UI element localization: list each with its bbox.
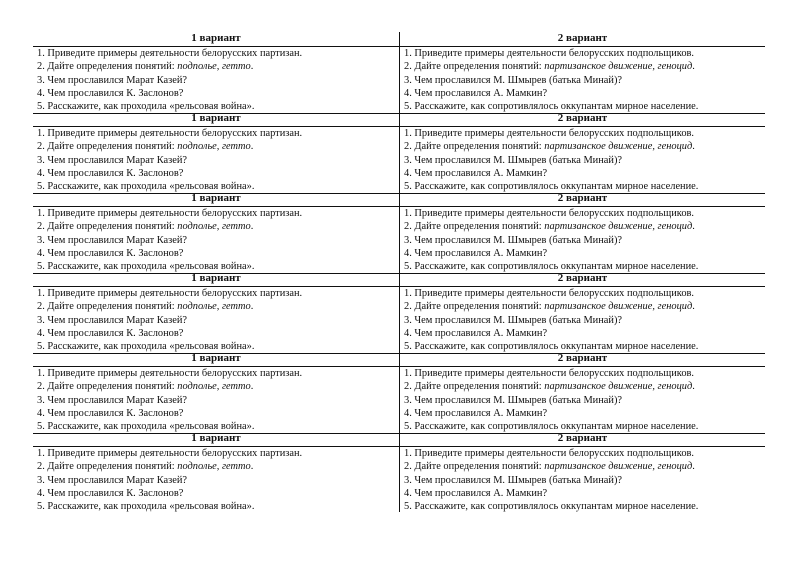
question-4: 4. Чем прославился А. Мамкин? xyxy=(404,407,548,419)
question-2-prefix: 2. Дайте определения понятий: xyxy=(404,221,545,233)
question-2 xyxy=(404,60,762,73)
question-2-prefix: 2. Дайте определения понятий: xyxy=(37,221,178,233)
question-4: 4. Чем прославился К. Заслонов? xyxy=(37,247,184,259)
question-1: 1. Приведите примеры деятельности белорусских партизан. xyxy=(37,128,303,139)
question-1: 1. Приведите примеры деятельности белорусских подпольщиков. xyxy=(404,48,695,59)
question-1: 1. Приведите примеры деятельности белорусских партизан. xyxy=(37,368,303,379)
question-5: 5. Расскажите, как проходила «рельсовая война». xyxy=(37,261,255,273)
column-divider xyxy=(399,192,400,273)
question-1: 1. Приведите примеры деятельности белорусских партизан. xyxy=(37,208,303,219)
question-2-suffix: . xyxy=(250,461,254,473)
question-5: 5. Расскажите, как сопротивлялось оккупантам мирное население. xyxy=(404,101,699,113)
variant-block xyxy=(33,193,765,273)
question-5: 5. Расскажите, как сопротивлялось оккупантам мирное население. xyxy=(404,261,699,273)
question-4: 4. Чем прославился К. Заслонов? xyxy=(37,327,184,339)
variant-2-questions xyxy=(404,47,762,113)
question-3: 3. Чем прославился Марат Казей? xyxy=(37,474,188,486)
question-2 xyxy=(404,220,762,233)
question-2-suffix: . xyxy=(250,61,254,73)
question-1: 1. Приведите примеры деятельности белорусских подпольщиков. xyxy=(404,448,695,459)
variant-2-title: 2 вариант xyxy=(557,32,608,44)
question-1: 1. Приведите примеры деятельности белорусских подпольщиков. xyxy=(404,208,695,219)
question-5: 5. Расскажите, как проходила «рельсовая война». xyxy=(37,181,255,193)
question-2-prefix: 2. Дайте определения понятий: xyxy=(37,141,178,153)
question-2 xyxy=(37,60,395,73)
question-2 xyxy=(37,140,395,153)
variant-1-questions xyxy=(37,207,395,273)
question-2 xyxy=(37,220,395,233)
question-5: 5. Расскажите, как сопротивлялось оккупантам мирное население. xyxy=(404,181,699,193)
variant-2-questions xyxy=(404,207,762,273)
question-2-terms: подполье, гетто xyxy=(177,221,251,233)
question-3: 3. Чем прославился М. Шмырев (батька Минай)? xyxy=(404,394,623,406)
question-2-terms: партизанское движение, геноцид xyxy=(544,381,693,393)
variant-2-questions xyxy=(404,367,762,433)
question-2-terms: партизанское движение, геноцид xyxy=(544,61,693,73)
question-5: 5. Расскажите, как проходила «рельсовая война». xyxy=(37,101,255,113)
question-2-terms: партизанское движение, геноцид xyxy=(544,301,693,313)
variant-1-questions xyxy=(37,47,395,113)
variant-2-questions xyxy=(404,127,762,193)
question-2-prefix: 2. Дайте определения понятий: xyxy=(37,301,178,313)
question-2-suffix: . xyxy=(692,221,695,233)
question-3: 3. Чем прославился М. Шмырев (батька Минай)? xyxy=(404,74,623,86)
question-2-prefix: 2. Дайте определения понятий: xyxy=(404,301,545,313)
question-3: 3. Чем прославился Марат Казей? xyxy=(37,394,188,406)
variant-2-title: 2 вариант xyxy=(557,272,608,284)
column-divider xyxy=(399,272,400,353)
question-2 xyxy=(37,300,395,313)
variant-2-questions xyxy=(404,287,762,353)
question-4: 4. Чем прославился А. Мамкин? xyxy=(404,167,548,179)
question-2-suffix: . xyxy=(692,141,695,153)
variant-1-title: 1 вариант xyxy=(191,112,241,124)
question-3: 3. Чем прославился Марат Казей? xyxy=(37,154,188,166)
question-1: 1. Приведите примеры деятельности белорусских подпольщиков. xyxy=(404,288,695,299)
question-4: 4. Чем прославился А. Мамкин? xyxy=(404,87,548,99)
variant-block xyxy=(33,433,765,513)
variant-1-title: 1 вариант xyxy=(191,272,241,284)
question-2-terms: подполье, гетто xyxy=(177,381,251,393)
question-2-terms: партизанское движение, геноцид xyxy=(544,141,693,153)
question-2-suffix: . xyxy=(250,141,254,153)
question-4: 4. Чем прославился К. Заслонов? xyxy=(37,167,184,179)
question-3: 3. Чем прославился М. Шмырев (батька Минай)? xyxy=(404,314,623,326)
variant-1-title: 1 вариант xyxy=(191,432,241,444)
variant-1-title: 1 вариант xyxy=(191,352,241,364)
variant-1-title: 1 вариант xyxy=(191,192,241,204)
question-2-suffix: . xyxy=(692,61,695,73)
variant-1-questions xyxy=(37,127,395,193)
question-2-suffix: . xyxy=(250,301,254,313)
question-2-suffix: . xyxy=(250,381,254,393)
question-1: 1. Приведите примеры деятельности белорусских партизан. xyxy=(37,48,303,59)
variant-block xyxy=(33,113,765,193)
question-3: 3. Чем прославился М. Шмырев (батька Минай)? xyxy=(404,474,623,486)
question-3: 3. Чем прославился Марат Казей? xyxy=(37,314,188,326)
question-2-terms: подполье, гетто xyxy=(177,461,251,473)
question-2 xyxy=(37,380,395,393)
question-2-prefix: 2. Дайте определения понятий: xyxy=(404,61,545,73)
question-2-prefix: 2. Дайте определения понятий: xyxy=(404,381,545,393)
variant-2-questions xyxy=(404,447,762,513)
column-divider xyxy=(399,432,400,512)
question-5: 5. Расскажите, как сопротивлялось оккупантам мирное население. xyxy=(404,421,699,433)
question-4: 4. Чем прославился А. Мамкин? xyxy=(404,327,548,339)
question-2-terms: партизанское движение, геноцид xyxy=(544,461,693,473)
question-4: 4. Чем прославился К. Заслонов? xyxy=(37,87,184,99)
question-2 xyxy=(404,300,762,313)
variant-2-title: 2 вариант xyxy=(557,352,608,364)
question-2 xyxy=(404,460,762,473)
variant-1-questions xyxy=(37,287,395,353)
variant-block xyxy=(33,353,765,433)
column-divider xyxy=(399,352,400,433)
worksheet-table xyxy=(33,33,765,513)
question-3: 3. Чем прославился Марат Казей? xyxy=(37,234,188,246)
variant-block xyxy=(33,33,765,113)
question-4: 4. Чем прославился К. Заслонов? xyxy=(37,487,184,499)
question-2 xyxy=(37,460,395,473)
question-5: 5. Расскажите, как сопротивлялось оккупантам мирное население. xyxy=(404,341,699,353)
question-2-terms: подполье, гетто xyxy=(177,61,251,73)
question-2-prefix: 2. Дайте определения понятий: xyxy=(37,61,178,73)
question-5: 5. Расскажите, как проходила «рельсовая война». xyxy=(37,341,255,353)
question-3: 3. Чем прославился М. Шмырев (батька Минай)? xyxy=(404,154,623,166)
question-2 xyxy=(404,140,762,153)
question-4: 4. Чем прославился А. Мамкин? xyxy=(404,487,548,499)
question-2-prefix: 2. Дайте определения понятий: xyxy=(37,381,178,393)
question-2-suffix: . xyxy=(250,221,254,233)
question-1: 1. Приведите примеры деятельности белорусских подпольщиков. xyxy=(404,368,695,379)
variant-1-questions xyxy=(37,367,395,433)
question-2-prefix: 2. Дайте определения понятий: xyxy=(404,141,545,153)
question-2-suffix: . xyxy=(692,381,695,393)
variant-1-title: 1 вариант xyxy=(191,32,241,44)
question-2-terms: подполье, гетто xyxy=(177,141,251,153)
variant-block xyxy=(33,273,765,353)
question-1: 1. Приведите примеры деятельности белорусских партизан. xyxy=(37,448,303,459)
column-divider xyxy=(399,32,400,113)
variant-2-title: 2 вариант xyxy=(557,112,608,124)
variant-2-title: 2 вариант xyxy=(557,192,608,204)
question-2-suffix: . xyxy=(692,301,695,313)
variant-2-title: 2 вариант xyxy=(557,432,608,444)
column-divider xyxy=(399,112,400,193)
question-5: 5. Расскажите, как проходила «рельсовая война». xyxy=(37,501,255,513)
question-2 xyxy=(404,380,762,393)
question-2-terms: партизанское движение, геноцид xyxy=(544,221,693,233)
question-3: 3. Чем прославился Марат Казей? xyxy=(37,74,188,86)
question-2-prefix: 2. Дайте определения понятий: xyxy=(404,461,545,473)
question-1: 1. Приведите примеры деятельности белорусских подпольщиков. xyxy=(404,128,695,139)
question-2-terms: подполье, гетто xyxy=(177,301,251,313)
question-3: 3. Чем прославился М. Шмырев (батька Минай)? xyxy=(404,234,623,246)
question-4: 4. Чем прославился А. Мамкин? xyxy=(404,247,548,259)
question-5: 5. Расскажите, как проходила «рельсовая война». xyxy=(37,421,255,433)
question-1: 1. Приведите примеры деятельности белорусских партизан. xyxy=(37,288,303,299)
question-4: 4. Чем прославился К. Заслонов? xyxy=(37,407,184,419)
question-2-suffix: . xyxy=(692,461,695,473)
question-2-prefix: 2. Дайте определения понятий: xyxy=(37,461,178,473)
variant-1-questions xyxy=(37,447,395,513)
question-5: 5. Расскажите, как сопротивлялось оккупантам мирное население. xyxy=(404,501,699,513)
